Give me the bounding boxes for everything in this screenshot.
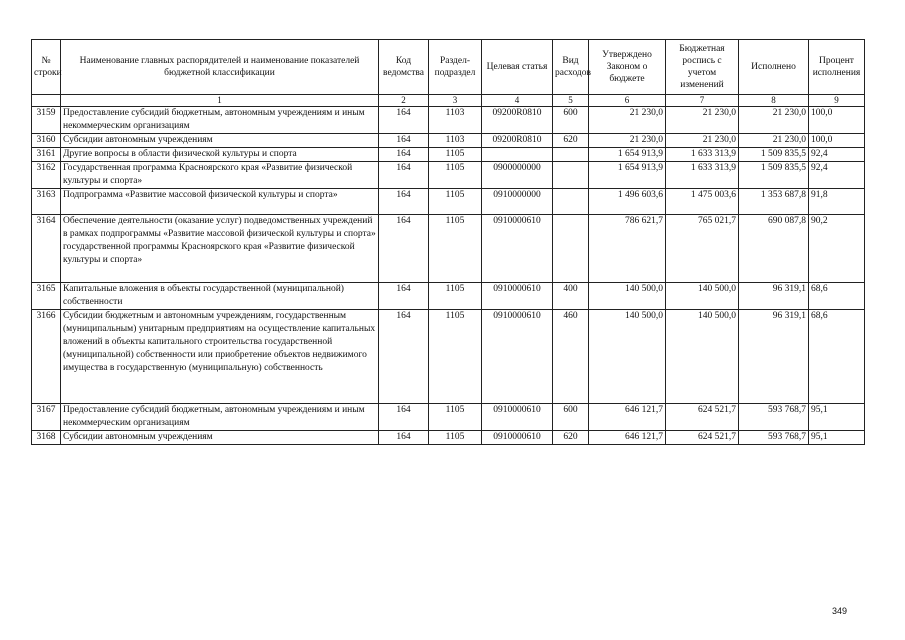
column-number: 2 [379,95,429,107]
row-section: 1105 [429,283,482,310]
row-approved: 646 121,7 [589,404,666,431]
table-row [32,283,865,310]
row-section: 1105 [429,162,482,189]
row-executed: 21 230,0 [739,107,809,134]
row-percent: 100,0 [809,134,865,148]
row-approved: 786 621,7 [589,215,666,283]
header-row-no: № строки [32,40,61,95]
column-number-row [32,95,865,107]
column-number: 8 [739,95,809,107]
row-expense-type [553,162,589,189]
row-approved: 21 230,0 [589,107,666,134]
row-budget-list: 140 500,0 [666,283,739,310]
row-name: Субсидии бюджетным и автономным учреждениям, государственным (муниципальным) унитарным предприятиям на осуществление капитальных вложений в объекты капитального строительства государственной (муниципальной) собственности или приобретение объектов недвижимого имущества в государственную (муниципальную) собственность [61,310,379,404]
row-name: Государственная программа Красноярского края «Развитие физической культуры и спорта» [61,162,379,189]
row-dept-code: 164 [379,134,429,148]
row-section: 1105 [429,189,482,215]
row-dept-code: 164 [379,404,429,431]
table-row [32,148,865,162]
row-target: 0910000000 [482,189,553,215]
row-percent: 91,8 [809,189,865,215]
row-target: 0900000000 [482,162,553,189]
page-number: 349 [832,606,848,616]
budget-execution-table [31,39,865,445]
row-target: 0910000610 [482,404,553,431]
row-section: 1105 [429,148,482,162]
row-name: Предоставление субсидий бюджетным, автономным учреждениям и иным некоммерческим организациям [61,107,379,134]
row-section: 1105 [429,310,482,404]
column-number: 4 [482,95,553,107]
row-executed: 1 509 835,5 [739,162,809,189]
row-approved: 1 654 913,9 [589,148,666,162]
row-dept-code: 164 [379,310,429,404]
row-target: 0910000610 [482,310,553,404]
row-number: 3165 [32,283,61,310]
row-dept-code: 164 [379,283,429,310]
header-name: Наименование главных распорядителей и наименование показателей бюджетной классификации [61,40,379,95]
row-expense-type: 620 [553,431,589,445]
row-expense-type: 600 [553,404,589,431]
row-section: 1105 [429,431,482,445]
table-row [32,189,865,215]
row-target: 0910000610 [482,215,553,283]
row-percent: 95,1 [809,404,865,431]
row-number: 3166 [32,310,61,404]
row-executed: 690 087,8 [739,215,809,283]
row-approved: 140 500,0 [589,283,666,310]
row-approved: 1 496 603,6 [589,189,666,215]
column-number: 9 [809,95,865,107]
header-expense-type: Вид расходов [553,40,589,95]
row-percent: 100,0 [809,107,865,134]
header-dept-code: Код ведомства [379,40,429,95]
row-percent: 68,6 [809,310,865,404]
row-number: 3160 [32,134,61,148]
row-dept-code: 164 [379,148,429,162]
row-expense-type: 600 [553,107,589,134]
header-approved: Утверждено Законом о бюджете [589,40,666,95]
row-executed: 96 319,1 [739,310,809,404]
row-dept-code: 164 [379,107,429,134]
table-row [32,215,865,283]
row-executed: 21 230,0 [739,134,809,148]
row-expense-type [553,148,589,162]
row-target: 09200R0810 [482,107,553,134]
row-executed: 1 509 835,5 [739,148,809,162]
row-executed: 593 768,7 [739,431,809,445]
header-budget-list: Бюджетная роспись с учетом изменений [666,40,739,95]
row-expense-type [553,215,589,283]
row-name: Субсидии автономным учреждениям [61,134,379,148]
row-budget-list: 1 633 313,9 [666,148,739,162]
row-name: Предоставление субсидий бюджетным, автономным учреждениям и иным некоммерческим организациям [61,404,379,431]
row-executed: 593 768,7 [739,404,809,431]
row-section: 1105 [429,215,482,283]
row-expense-type: 620 [553,134,589,148]
row-number: 3161 [32,148,61,162]
row-expense-type [553,189,589,215]
row-executed: 96 319,1 [739,283,809,310]
column-number: 6 [589,95,666,107]
table-row [32,310,865,404]
header-executed: Исполнено [739,40,809,95]
row-target: 0910000610 [482,283,553,310]
table-row [32,162,865,189]
table-row [32,107,865,134]
row-dept-code: 164 [379,189,429,215]
column-number: 7 [666,95,739,107]
row-percent: 95,1 [809,431,865,445]
column-number: 3 [429,95,482,107]
row-budget-list: 21 230,0 [666,107,739,134]
row-expense-type: 400 [553,283,589,310]
row-expense-type: 460 [553,310,589,404]
row-budget-list: 765 021,7 [666,215,739,283]
row-section: 1105 [429,404,482,431]
table-row [32,404,865,431]
row-approved: 1 654 913,9 [589,162,666,189]
column-number [32,95,61,107]
row-budget-list: 624 521,7 [666,404,739,431]
row-budget-list: 1 475 003,6 [666,189,739,215]
row-number: 3168 [32,431,61,445]
row-dept-code: 164 [379,162,429,189]
row-budget-list: 140 500,0 [666,310,739,404]
row-number: 3162 [32,162,61,189]
row-dept-code: 164 [379,215,429,283]
row-percent: 92,4 [809,148,865,162]
row-number: 3164 [32,215,61,283]
column-number: 5 [553,95,589,107]
header-percent: Процент исполнения [809,40,865,95]
header-section: Раздел-подраздел [429,40,482,95]
row-name: Обеспечение деятельности (оказание услуг) подведомственных учреждений в рамках подпрограммы «Развитие массовой физической культуры и спорта» государственной программы Красноярского края «Развитие физической культуры и спорта» [61,215,379,283]
row-budget-list: 624 521,7 [666,431,739,445]
table-row [32,134,865,148]
row-approved: 646 121,7 [589,431,666,445]
row-approved: 21 230,0 [589,134,666,148]
table-row [32,431,865,445]
row-target: 09200R0810 [482,134,553,148]
row-budget-list: 1 633 313,9 [666,162,739,189]
row-executed: 1 353 687,8 [739,189,809,215]
row-name: Подпрограмма «Развитие массовой физической культуры и спорта» [61,189,379,215]
column-number: 1 [61,95,379,107]
row-name: Капитальные вложения в объекты государственной (муниципальной) собственности [61,283,379,310]
row-target [482,148,553,162]
row-number: 3163 [32,189,61,215]
row-budget-list: 21 230,0 [666,134,739,148]
row-number: 3167 [32,404,61,431]
row-percent: 92,4 [809,162,865,189]
row-target: 0910000610 [482,431,553,445]
row-approved: 140 500,0 [589,310,666,404]
row-section: 1103 [429,107,482,134]
row-percent: 68,6 [809,283,865,310]
header-target: Целевая статья [482,40,553,95]
row-number: 3159 [32,107,61,134]
row-name: Субсидии автономным учреждениям [61,431,379,445]
row-section: 1103 [429,134,482,148]
row-dept-code: 164 [379,431,429,445]
table-header [32,40,865,95]
row-percent: 90,2 [809,215,865,283]
table-body [32,95,865,445]
row-name: Другие вопросы в области физической культуры и спорта [61,148,379,162]
